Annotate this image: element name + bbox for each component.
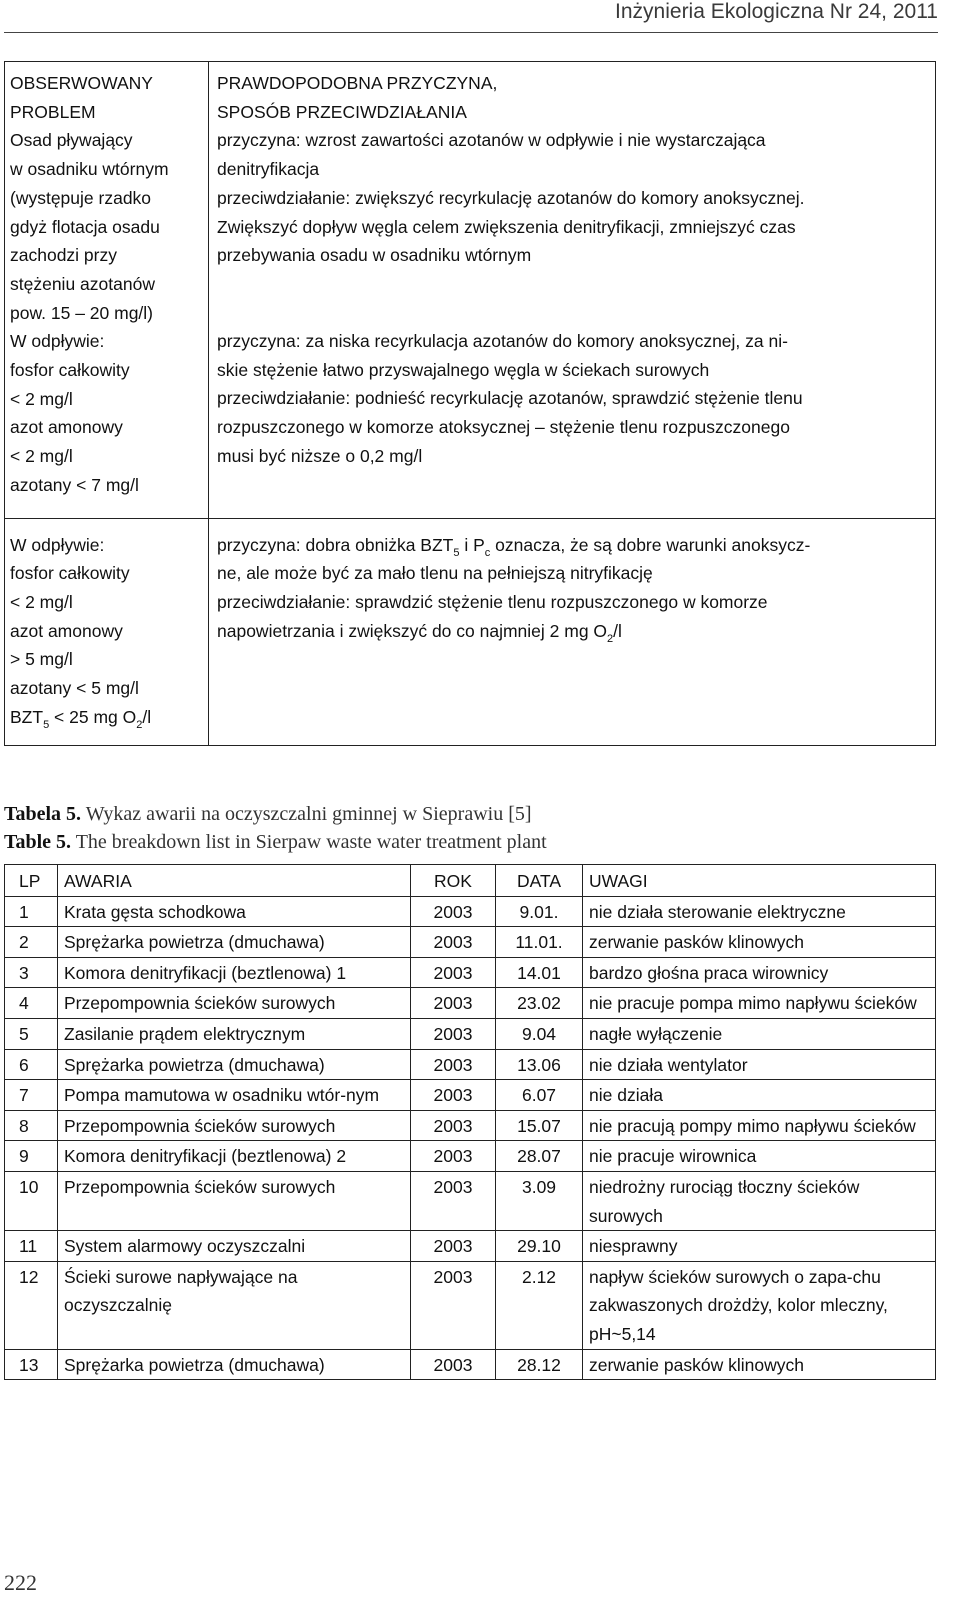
row-lp-cell: 12 [5,1261,58,1349]
text-fragment: /l [142,706,152,727]
cause-line: przebywania osadu w osadniku wtórnym [217,245,532,266]
row-rok-cell: 2003 [411,1261,496,1349]
text-fragment: /l [613,620,622,641]
table-row [5,1018,936,1049]
cause-line: przyczyna: wzrost zawartości azotanów w odpływie i nie wystarczająca [217,130,766,151]
row-lp-cell: 4 [5,988,58,1019]
table-row [5,1261,936,1349]
table-row [5,1171,936,1230]
table-row [5,1110,936,1141]
column-header-rok: ROK [411,865,496,897]
header-cell-problem [5,62,209,127]
row-data-cell: 13.06 [496,1049,583,1080]
header-line: SPOSÓB PRZECIWDZIAŁANIA [217,101,467,122]
cause-line: przeciwdziałanie: sprawdzić stężenie tlenu rozpuszczonego w komorze [217,591,768,612]
subscript: c [484,546,491,559]
cell-line: < 2 mg/l [10,446,73,467]
header-rule [4,32,938,33]
cause-line: przeciwdziałanie: zwiększyć recyrkulację azotanów do komory anoksycznej. [217,187,805,208]
cell-line: gdyż flotacja osadu [10,216,160,237]
cell-line: (występuje rzadko [10,187,152,208]
row-rok-cell: 2003 [411,927,496,958]
row-data-cell: 14.01 [496,957,583,988]
row-rok-cell: 2003 [411,1080,496,1111]
breakdown-table [4,864,936,1380]
subscript: 2 [136,718,143,731]
row-rok-cell: 2003 [411,1349,496,1380]
caption-label: Table 5. [4,831,72,853]
cause-line: musi być niższe o 0,2 mg/l [217,445,423,466]
row-rok-cell: 2003 [411,1171,496,1230]
row-rok-cell: 2003 [411,988,496,1019]
row-lp-cell: 7 [5,1080,58,1111]
text-fragment: oznacza, że są dobre warunki anoksycz- [490,534,811,555]
row-rok-cell: 2003 [411,1141,496,1172]
problem-cell [5,126,209,518]
subscript: 2 [607,632,614,645]
text-fragment: przyczyna: dobra obniżka BZT [217,534,454,555]
row-rok-cell: 2003 [411,1018,496,1049]
row-uwagi-cell: nagłe wyłączenie [583,1018,936,1049]
row-lp-cell: 8 [5,1110,58,1141]
causes-table-row [5,126,936,518]
cause-cell [209,126,936,518]
caption-english [4,828,924,856]
row-lp-cell: 5 [5,1018,58,1049]
cause-line: denitryfikacja [217,159,320,180]
column-header-lp: LP [5,865,58,897]
row-rok-cell: 2003 [411,1231,496,1262]
row-uwagi-cell: napływ ścieków surowych o zapa-chu zakwaszonych drożdży, kolor mleczny, pH~5,14 [583,1261,936,1349]
row-lp-cell: 1 [5,896,58,927]
cell-line [10,703,203,732]
row-lp-cell: 6 [5,1049,58,1080]
page-number: 222 [4,1570,37,1595]
row-data-cell: 15.07 [496,1110,583,1141]
row-uwagi-cell: bardzo głośna praca wirownicy [583,957,936,988]
cell-line: w osadniku wtórnym [10,159,169,180]
table-row [5,1080,936,1111]
cause-line: skie stężenie łatwo przyswajalnego węgla w ściekach surowych [217,359,710,380]
cause-line: ne, ale może być za mało tlenu na pełniejszą nitryfikację [217,563,653,584]
text-fragment: BZT [10,706,44,727]
table-row [5,1231,936,1262]
cause-line: przeciwdziałanie: podnieść recyrkulację azotanów, sprawdzić stężenie tlenu [217,388,803,409]
cell-line: fosfor całkowity [10,360,130,381]
row-data-cell: 9.04 [496,1018,583,1049]
row-awaria-cell: Krata gęsta schodkowa [58,896,411,927]
cell-line: W odpływie: [10,331,105,352]
row-awaria-cell: Przepompownia ścieków surowych [58,1171,411,1230]
cell-line: zachodzi przy [10,245,117,266]
row-awaria-cell: Komora denitryfikacji (beztlenowa) 1 [58,957,411,988]
row-uwagi-cell: zerwanie pasków klinowych [583,927,936,958]
row-rok-cell: 2003 [411,1110,496,1141]
row-rok-cell: 2003 [411,896,496,927]
row-awaria-cell: System alarmowy oczyszczalni [58,1231,411,1262]
row-awaria-cell: Sprężarka powietrza (dmuchawa) [58,1049,411,1080]
row-rok-cell: 2003 [411,1049,496,1080]
header-cell-cause [209,62,936,127]
table-row [5,1049,936,1080]
text-fragment: < 25 mg O [49,706,137,727]
table-row [5,957,936,988]
column-header-data: DATA [496,865,583,897]
caption-polish [4,800,924,828]
header-line: OBSERWOWANY [10,73,153,93]
row-awaria-cell: Przepompownia ścieków surowych [58,988,411,1019]
row-lp-cell: 11 [5,1231,58,1262]
paragraph-gap [217,270,929,327]
column-header-uwagi: UWAGI [583,865,936,897]
cause-line: przyczyna: za niska recyrkulacja azotanów do komory anoksycznej, za ni- [217,330,788,351]
row-awaria-cell: Zasilanie prądem elektrycznym [58,1018,411,1049]
row-uwagi-cell: nie pracuje wirownica [583,1141,936,1172]
breakdown-table-body [5,865,936,1380]
row-uwagi-cell: nie działa [583,1080,936,1111]
table-row [5,988,936,1019]
cause-line [217,617,929,646]
row-awaria-cell: Przepompownia ścieków surowych [58,1110,411,1141]
caption-text: The breakdown list in Sierpaw waste water treatment plant [71,831,547,853]
row-uwagi-cell: niesprawny [583,1231,936,1262]
row-lp-cell: 2 [5,927,58,958]
cell-line: azotany < 7 mg/l [10,474,139,495]
row-uwagi-cell: niedrożny rurociąg tłoczny ścieków surowych [583,1171,936,1230]
row-data-cell: 29.10 [496,1231,583,1262]
cell-line: Osad pływający [10,130,133,151]
table-row [5,1141,936,1172]
cell-line: pow. 15 – 20 mg/l) [10,302,153,323]
row-lp-cell: 10 [5,1171,58,1230]
cell-line: azotany < 5 mg/l [10,678,139,699]
text-fragment: i P [459,534,485,555]
subscript: 5 [43,718,50,731]
cell-line: > 5 mg/l [10,649,73,670]
cell-line: azot amonowy [10,417,123,438]
cause-cell [209,518,936,746]
row-data-cell: 9.01. [496,896,583,927]
causes-table-header-row [5,62,936,127]
row-lp-cell: 9 [5,1141,58,1172]
row-awaria-cell: Sprężarka powietrza (dmuchawa) [58,927,411,958]
table-row [5,1349,936,1380]
cell-line: fosfor całkowity [10,563,130,584]
row-data-cell: 6.07 [496,1080,583,1111]
table-row [5,927,936,958]
cause-line [217,531,929,560]
header-line: PRAWDOPODOBNA PRZYCZYNA, [217,73,498,93]
row-awaria-cell: Sprężarka powietrza (dmuchawa) [58,1349,411,1380]
row-data-cell: 23.02 [496,988,583,1019]
cause-line: Zwiększyć dopływ węgla celem zwiększenia denitryfikacji, zmniejszyć czas [217,216,796,237]
row-uwagi-cell: nie pracuje pompa mimo napływu ścieków [583,988,936,1019]
subscript: 5 [453,546,460,559]
breakdown-table-header-row [5,865,936,897]
caption-label: Tabela 5. [4,803,82,825]
row-data-cell: 3.09 [496,1171,583,1230]
causes-table [4,61,936,746]
text-fragment: napowietrzania i zwiększyć do co najmniej 2 mg O [217,620,608,641]
table-row [5,896,936,927]
row-rok-cell: 2003 [411,957,496,988]
row-data-cell: 11.01. [496,927,583,958]
cell-line: < 2 mg/l [10,591,73,612]
cell-line: W odpływie: [10,534,105,555]
causes-table-row [5,518,936,746]
row-awaria-cell: Pompa mamutowa w osadniku wtór-nym [58,1080,411,1111]
column-header-awaria: AWARIA [58,865,411,897]
cell-line: < 2 mg/l [10,388,73,409]
caption-text: Wykaz awarii na oczyszczalni gminnej w Sieprawiu [5] [81,803,532,825]
row-awaria-cell: Ścieki surowe napływające na oczyszczalnię [58,1261,411,1349]
row-data-cell: 2.12 [496,1261,583,1349]
row-lp-cell: 13 [5,1349,58,1380]
running-header: Inżynieria Ekologiczna Nr 24, 2011 [615,0,938,23]
row-uwagi-cell: nie działa wentylator [583,1049,936,1080]
cell-line: stężeniu azotanów [10,273,155,294]
header-line: PROBLEM [10,101,96,122]
row-awaria-cell: Komora denitryfikacji (beztlenowa) 2 [58,1141,411,1172]
row-uwagi-cell: zerwanie pasków klinowych [583,1349,936,1380]
table-captions [4,800,924,856]
row-uwagi-cell: nie działa sterowanie elektryczne [583,896,936,927]
cell-line: azot amonowy [10,620,123,641]
cause-line: rozpuszczonego w komorze atoksycznej – stężenie tlenu rozpuszczonego [217,417,790,438]
row-data-cell: 28.12 [496,1349,583,1380]
row-uwagi-cell: nie pracują pompy mimo napływu ścieków [583,1110,936,1141]
problem-cell [5,518,209,746]
row-data-cell: 28.07 [496,1141,583,1172]
row-lp-cell: 3 [5,957,58,988]
